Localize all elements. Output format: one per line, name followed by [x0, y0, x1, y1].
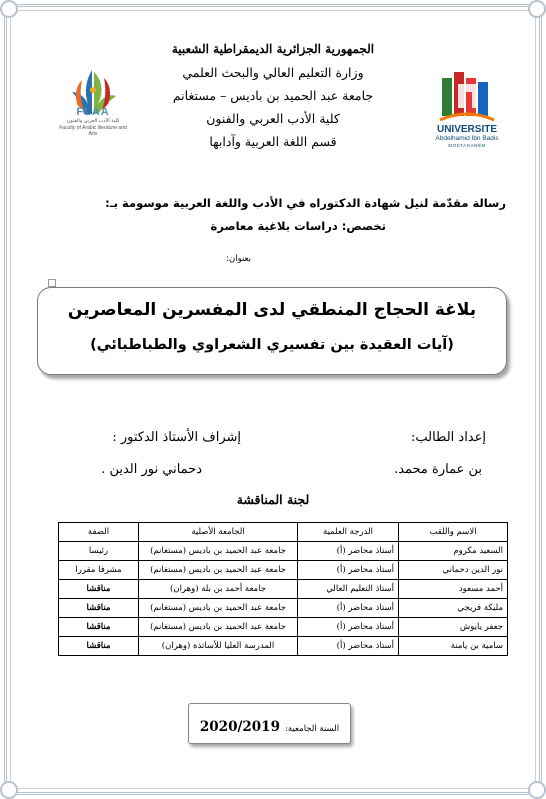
member-name: أحمد مسعود: [399, 580, 508, 599]
table-row: [59, 618, 508, 637]
member-grade: أستاذ محاضر (أ): [298, 637, 399, 656]
university-logo-line1: UNIVERSITE: [436, 124, 497, 135]
header-department: قسم اللغة العربية وآدابها: [209, 134, 337, 149]
member-university: جامعة عبد الحميد بن باديس (مستغانم): [139, 599, 298, 618]
thesis-title-box: [37, 287, 507, 375]
supervisor-label: إشراف الأستاذ الدكتور :: [112, 430, 241, 445]
table-header-row: [59, 523, 508, 542]
member-role: مناقشا: [59, 618, 139, 637]
header-university: جامعة عبد الحميد بن باديس – مستغانم: [172, 88, 374, 103]
table-row: [59, 637, 508, 656]
table-row: [59, 561, 508, 580]
member-name: جعفر يايوش: [399, 618, 508, 637]
member-grade: أستاذ التعليم العالي: [298, 580, 399, 599]
member-university: جامعة أحمد بن بلة (وهران): [139, 580, 298, 599]
member-university: جامعة عبد الحميد بن باديس (مستغانم): [139, 561, 298, 580]
university-logo-line3: MOSTAGANEM: [448, 143, 486, 148]
member-role: رئيسا: [59, 542, 139, 561]
faculty-logo-name: FLAA: [76, 106, 110, 118]
column-header-grade: الدرجة العلمية: [298, 523, 399, 542]
member-name: نور الدين دحماني: [399, 561, 508, 580]
academic-year-box: [188, 703, 351, 744]
anchor-mark: [48, 279, 56, 287]
table-row: [59, 542, 508, 561]
member-role: مشرفا مقررا: [59, 561, 139, 580]
jury-title: لجنة المناقشة: [236, 492, 310, 507]
member-grade: أستاذ محاضر (أ): [298, 561, 399, 580]
university-logo-text: [424, 124, 510, 149]
column-header-name: الاسم واللقب: [399, 523, 508, 542]
table-row: [59, 599, 508, 618]
thesis-subtitle: (آيات العقيدة بين تفسيري الشعراوي والطباطبائي): [90, 337, 454, 353]
header-faculty: كلية الأدب العربي والفنون: [206, 111, 340, 126]
member-university: جامعة عبد الحميد بن باديس (مستغانم): [139, 618, 298, 637]
thesis-title: بلاغة الحجاج المنطقي لدى المفسرين المعاصرين: [67, 300, 477, 320]
member-grade: أستاذ محاضر (أ): [298, 618, 399, 637]
member-name: سامية بن يامنة: [399, 637, 508, 656]
university-logo-line2: Abdelhamid Ibn Badis: [435, 135, 499, 142]
border-corner-ornament: [528, 0, 546, 18]
member-grade: أستاذ محاضر (أ): [298, 542, 399, 561]
member-role: مناقشا: [59, 580, 139, 599]
faculty-logo-text: [58, 106, 128, 137]
jury-table: [58, 522, 508, 656]
academic-year-value: 2020/2019: [199, 719, 280, 735]
academic-year-label: السنة الجامعية:: [285, 724, 340, 734]
supervisor-name: دحماني نور الدين .: [101, 462, 202, 477]
member-university: جامعة عبد الحميد بن باديس (مستغانم): [139, 542, 298, 561]
faculty-logo-arabic: كلية الأدب العربي والفنون: [66, 118, 120, 124]
thesis-title-label: بعنوان:: [226, 254, 251, 264]
border-corner-ornament: [528, 781, 546, 799]
border-corner-ornament: [0, 0, 18, 18]
member-university: المدرسة العليا للأساتذة (وهران): [139, 637, 298, 656]
institution-header: [130, 38, 416, 153]
border-corner-ornament: [0, 781, 18, 799]
member-grade: أستاذ محاضر (أ): [298, 599, 399, 618]
column-header-university: الجامعة الأصلية: [139, 523, 298, 542]
table-row: [59, 580, 508, 599]
thesis-specialty: تخصص: دراسات بلاغية معاصرة: [210, 219, 386, 233]
member-role: مناقشا: [59, 599, 139, 618]
student-label: إعداد الطالب:: [410, 430, 486, 445]
student-name: بن عمارة محمد.: [394, 462, 482, 477]
member-name: مليكة فريجي: [399, 599, 508, 618]
column-header-role: الصفة: [59, 523, 139, 542]
faculty-logo-english: Faculty of Arabic literature and Arts: [59, 125, 127, 137]
member-name: السعيد مكروم: [399, 542, 508, 561]
member-role: مناقشا: [59, 637, 139, 656]
header-ministry: وزارة التعليم العالي والبحث العلمي: [182, 65, 364, 80]
thesis-description: رسالة مقدّمة لنيل شهادة الدكتوراه في الأدب واللغة العربية موسومة بـ:: [105, 196, 506, 210]
header-republic: الجمهورية الجزائرية الديمقراطية الشعبية: [171, 42, 375, 56]
